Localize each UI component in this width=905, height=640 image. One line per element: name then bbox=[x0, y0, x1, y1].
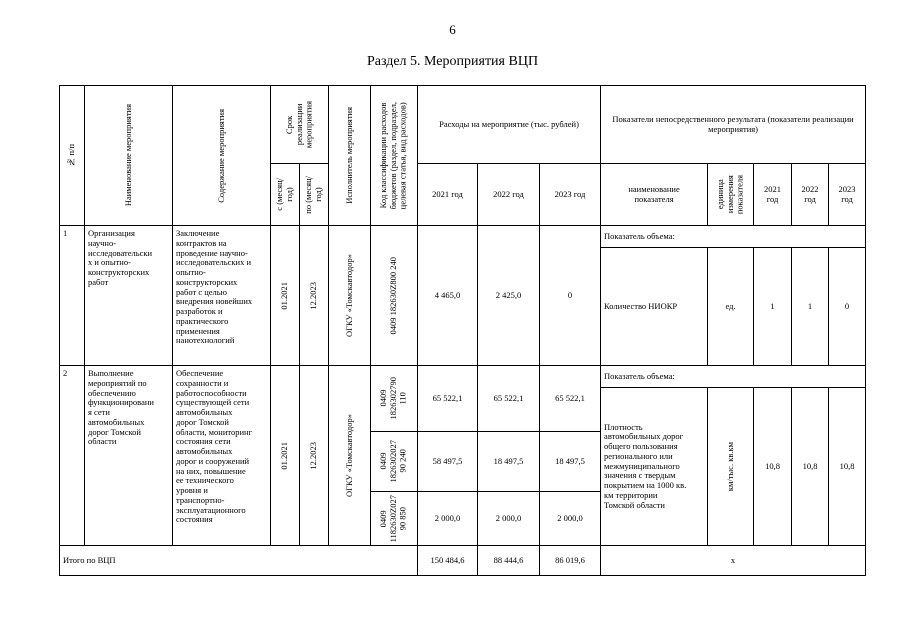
row2-3-2022: 2 000,0 bbox=[478, 492, 540, 546]
table-row bbox=[60, 366, 866, 388]
row2-code-3: 0409 1182630Z027 90 850 bbox=[371, 492, 418, 546]
col-indicators-header: Показатели непосредственного результата (показатели реализации мероприятия) bbox=[601, 86, 866, 164]
row2-2-2023: 18 497,5 bbox=[540, 432, 601, 492]
row1-ind-unit: ед. bbox=[708, 248, 754, 366]
row2-num: 2 bbox=[60, 366, 85, 546]
row2-code-1: 0409 1826302790 110 bbox=[371, 366, 418, 432]
table-row bbox=[60, 226, 866, 248]
row1-executor: ОГКУ «Томскавтодор» bbox=[329, 226, 371, 366]
row2-executor: ОГКУ «Томскавтодор» bbox=[329, 366, 371, 546]
col-ind-2022-header: 2022 год bbox=[792, 164, 829, 226]
row2-3-2023: 2 000,0 bbox=[540, 492, 601, 546]
row1-2022: 2 425,0 bbox=[478, 226, 540, 366]
row2-1-2023: 65 522,1 bbox=[540, 366, 601, 432]
col-expenses-header: Расходы на мероприятие (тыс. рублей) bbox=[418, 86, 601, 164]
row1-ind-2021: 1 bbox=[754, 248, 792, 366]
col-name-header: Наименование мероприятия bbox=[85, 86, 173, 226]
col-term-header: Срок реализации мероприятия bbox=[271, 86, 329, 164]
row1-name: Организация научно- исследовательски х и опытно- конструкторских работ bbox=[85, 226, 173, 366]
row2-2-2021: 58 497,5 bbox=[418, 432, 478, 492]
row2-ind-name: Плотность автомобильных дорог общего пользования регионального или межмуниципального значения с твердым покрытием на 1000 кв. км территории Томской области bbox=[601, 388, 708, 546]
col-ind-2021-header: 2021 год bbox=[754, 164, 792, 226]
row1-2023: 0 bbox=[540, 226, 601, 366]
row2-ind-2023: 10,8 bbox=[829, 388, 866, 546]
row1-code: 0409 182630Z800 240 bbox=[371, 226, 418, 366]
row1-num: 1 bbox=[60, 226, 85, 366]
row2-ind-unit: км/тыс. кв.км bbox=[708, 388, 754, 546]
row1-ind-2023: 0 bbox=[829, 248, 866, 366]
col-ind-name-header: наименование показателя bbox=[601, 164, 708, 226]
row2-ind-2021: 10,8 bbox=[754, 388, 792, 546]
section-title: Раздел 5. Мероприятия ВЦП bbox=[366, 54, 539, 69]
row1-to: 12.2023 bbox=[300, 226, 329, 366]
row2-to: 12.2023 bbox=[300, 366, 329, 546]
row2-content: Обеспечение сохранности и работоспособности существующей сети автомобильных дорог Томской области, мониторинг состояния сети автомобильных дорог и сооружений на них, повышение ее технического уровня и транспортно- эксплуатационного состояния bbox=[173, 366, 271, 546]
row2-1-2022: 65 522,1 bbox=[478, 366, 540, 432]
total-2022: 88 444,6 bbox=[478, 546, 540, 576]
row2-name: Выполнение мероприятий по обеспечению функционировани я сети автомобильных дорог Томской области bbox=[85, 366, 173, 546]
col-code-header: Код классификации расходов бюджетов (раздел, подраздел, целевая статья, вид расходов) bbox=[371, 86, 418, 226]
col-ind-unit-header: единица измерения показателя bbox=[708, 164, 754, 226]
row1-2021: 4 465,0 bbox=[418, 226, 478, 366]
row2-2-2022: 18 497,5 bbox=[478, 432, 540, 492]
row1-ind-name: Количество НИОКР bbox=[601, 248, 708, 366]
row1-indicator-group: Показатель объема: bbox=[601, 226, 866, 248]
total-2023: 86 019,6 bbox=[540, 546, 601, 576]
col-2021-header: 2021 год bbox=[418, 164, 478, 226]
total-2021: 150 484,6 bbox=[418, 546, 478, 576]
row2-code-2: 0409 1826302027 90 240 bbox=[371, 432, 418, 492]
col-from-header: с (месяц/ год) bbox=[271, 164, 300, 226]
header-row-1 bbox=[60, 86, 866, 164]
col-num-header: № п/п bbox=[60, 86, 85, 226]
col-executor-header: Исполнитель мероприятия bbox=[329, 86, 371, 226]
row2-3-2021: 2 000,0 bbox=[418, 492, 478, 546]
row1-ind-2022: 1 bbox=[792, 248, 829, 366]
col-content-header: Содержание мероприятия bbox=[173, 86, 271, 226]
row1-from: 01.2021 bbox=[271, 226, 300, 366]
col-ind-2023-header: 2023 год bbox=[829, 164, 866, 226]
activities-table bbox=[59, 85, 866, 576]
row2-1-2021: 65 522,1 bbox=[418, 366, 478, 432]
row2-indicator-group: Показатель объема: bbox=[601, 366, 866, 388]
page-number: 6 bbox=[449, 22, 456, 37]
total-mark: х bbox=[601, 546, 866, 576]
row1-content: Заключение контрактов на проведение научно- исследовательских и опытно- конструкторских работ с целью внедрения новейших разработок и практического применения нанотехнологий bbox=[173, 226, 271, 366]
total-row bbox=[60, 546, 866, 576]
col-to-header: по (месяц/ год) bbox=[300, 164, 329, 226]
col-2022-header: 2022 год bbox=[478, 164, 540, 226]
total-label: Итого по ВЦП bbox=[60, 546, 418, 576]
col-2023-header: 2023 год bbox=[540, 164, 601, 226]
row2-ind-2022: 10,8 bbox=[792, 388, 829, 546]
row2-from: 01.2021 bbox=[271, 366, 300, 546]
